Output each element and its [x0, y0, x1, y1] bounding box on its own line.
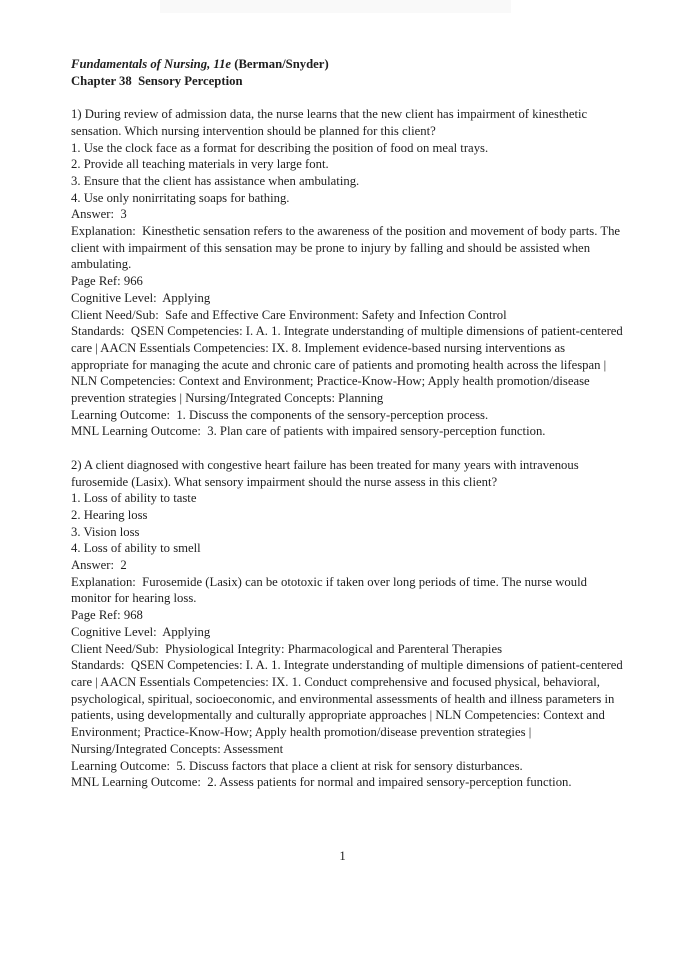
answer-option: 1. Use the clock face as a format for describing the position of food on meal trays.	[71, 140, 489, 155]
answer-line: Answer: 2	[71, 558, 127, 573]
answer-option: 1. Loss of ability to taste	[71, 491, 197, 506]
mnl-learning-outcome-line: MNL Learning Outcome: 2. Assess patients for normal and impaired sensory-perception function.	[71, 775, 572, 790]
page-content	[71, 56, 624, 791]
page-ref-line: Page Ref: 968	[71, 608, 143, 623]
chapter-heading: Chapter 38 Sensory Perception	[71, 73, 243, 88]
cognitive-level-line: Cognitive Level: Applying	[71, 290, 211, 305]
explanation-line: Explanation: Kinesthetic sensation refers to the awareness of the position and movement of body parts. The client with impairment of this sensation may be prone to injury by falling and should be assisted when ambulating.	[71, 224, 624, 272]
client-need-line: Client Need/Sub: Safe and Effective Care Environment: Safety and Infection Control	[71, 307, 507, 322]
standards-line: Standards: QSEN Competencies: I. A. 1. Integrate understanding of multiple dimensions of patient-centered care | AACN Essentials Competencies: IX. 8. Implement evidence-based nursing interventions as appropriate for managing the acute and chronic care of patients and promoting health across the lifespan | NLN Competencies: Context and Environment; Practice-Know-How; Apply health promotion/disease prevention strategies | Nursing/Integrated Concepts: Planning	[71, 324, 626, 406]
answer-option: 3. Vision loss	[71, 524, 140, 539]
standards-line: Standards: QSEN Competencies: I. A. 1. Integrate understanding of multiple dimensions of patient-centered care | AACN Essentials Competencies: IX. 1. Conduct comprehensive and focused physical, behavioral, psychological, spiritual, socioeconomic, and environmental assessments of health and illness parameters in patients, using developmentally and culturally appropriate approaches | NLN Competencies: Context and Environment; Practice-Know-How; Apply health promotion/disease prevention strategies | Nursing/Integrated Concepts: Assessment	[71, 658, 626, 756]
question-stem: 2) A client diagnosed with congestive heart failure has been treated for many years with intravenous furosemide (Lasix). What sensory impairment should the nurse assess in this client?	[71, 457, 582, 489]
book-title: Fundamentals of Nursing, 11e	[71, 57, 232, 71]
answer-option: 4. Loss of ability to smell	[71, 541, 201, 556]
question-stem: 1) During review of admission data, the nurse learns that the new client has impairment of kinesthetic sensation. Which nursing intervention should be planned for this client?	[71, 107, 591, 138]
answer-option: 2. Provide all teaching materials in very large font.	[71, 157, 329, 172]
cognitive-level-line: Cognitive Level: Applying	[71, 624, 211, 639]
document-header	[71, 56, 624, 89]
learning-outcome-line: Learning Outcome: 5. Discuss factors that place a client at risk for sensory disturbances.	[71, 758, 523, 773]
mnl-learning-outcome-line: MNL Learning Outcome: 3. Plan care of patients with impaired sensory-perception function.	[71, 424, 546, 439]
page-number: 1	[339, 849, 346, 863]
book-authors: (Berman/Snyder)	[231, 57, 329, 71]
book-title-line	[71, 56, 624, 73]
explanation-line: Explanation: Furosemide (Lasix) can be ototoxic if taken over long periods of time. The nurse would monitor for hearing loss.	[71, 574, 591, 606]
answer-option: 3. Ensure that the client has assistance when ambulating.	[71, 173, 360, 188]
scan-artifact-strip	[160, 0, 511, 13]
learning-outcome-line: Learning Outcome: 1. Discuss the components of the sensory-perception process.	[71, 407, 489, 422]
client-need-line: Client Need/Sub: Physiological Integrity: Pharmacological and Parenteral Therapies	[71, 641, 503, 656]
question-block-1	[71, 106, 624, 440]
blank-line	[71, 89, 624, 106]
answer-line: Answer: 3	[71, 207, 127, 222]
answer-option: 4. Use only nonirritating soaps for bathing.	[71, 190, 290, 205]
page-ref-line: Page Ref: 966	[71, 274, 143, 289]
answer-option: 2. Hearing loss	[71, 507, 148, 522]
blank-line	[71, 440, 624, 457]
question-block-2	[71, 457, 624, 791]
